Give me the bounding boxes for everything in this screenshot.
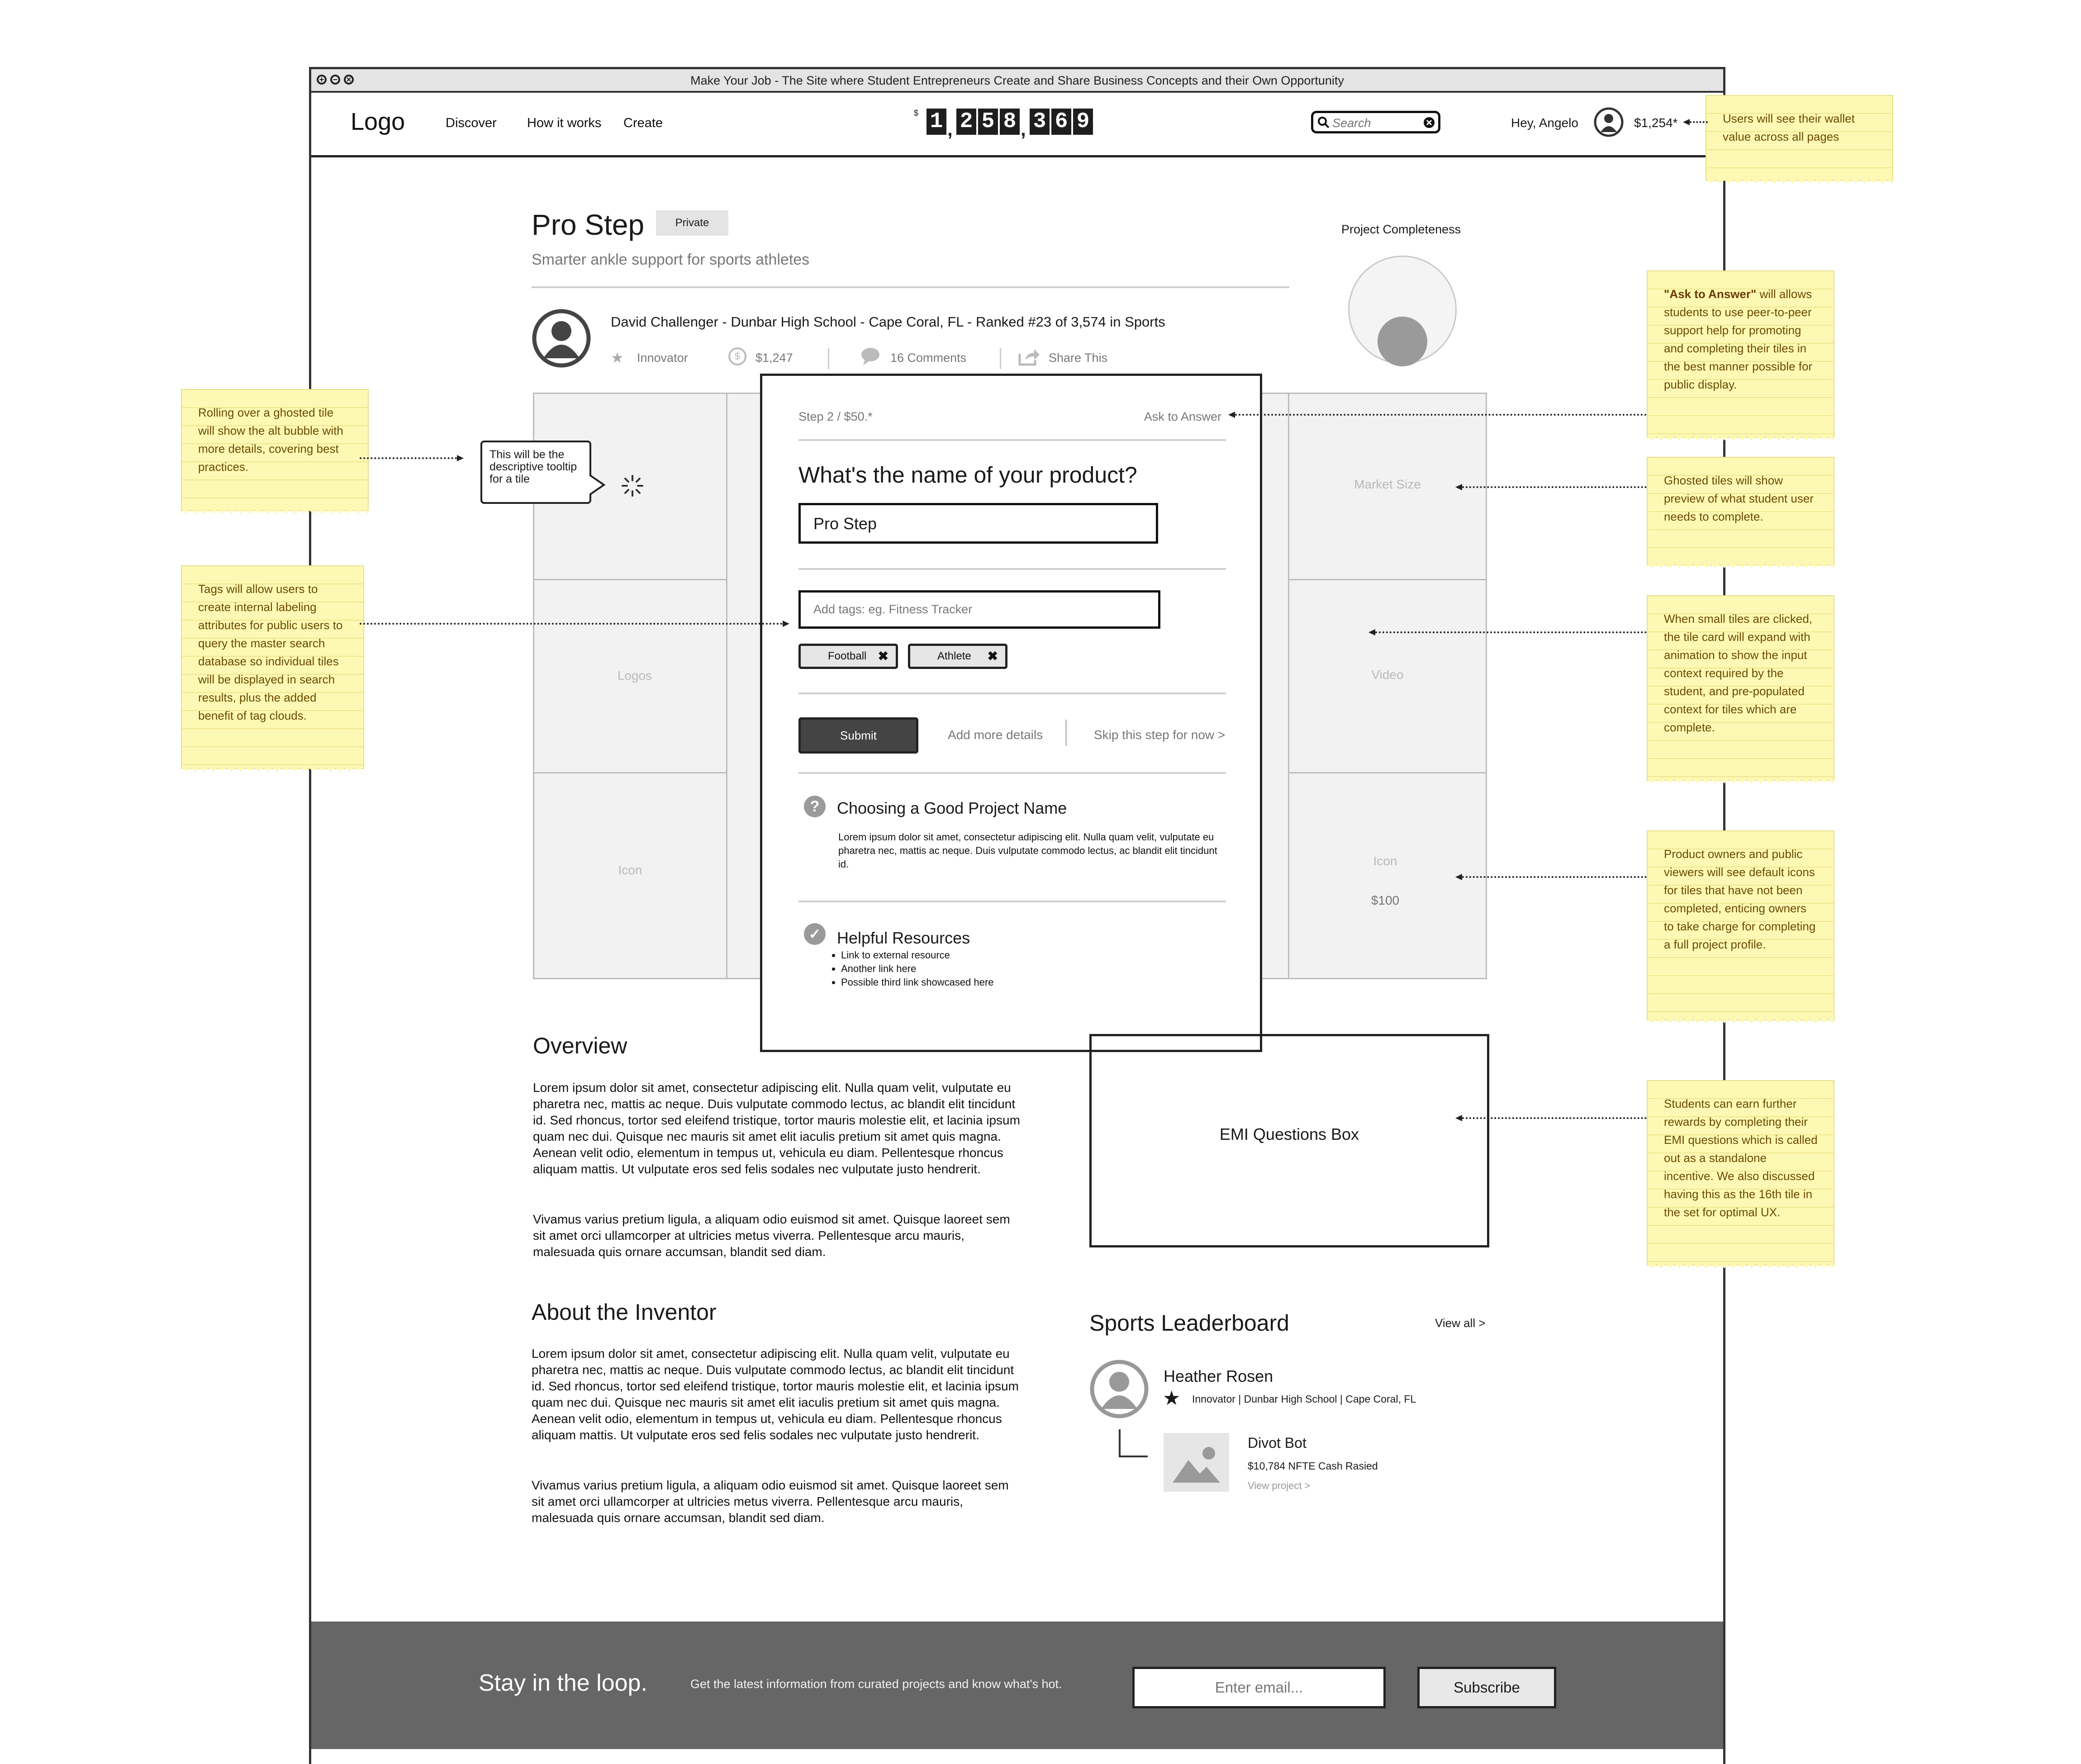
resources-title: Helpful Resources: [837, 929, 970, 947]
star-icon: ★: [611, 350, 624, 366]
close-window-icon[interactable]: +: [317, 75, 327, 85]
subscribe-button[interactable]: Subscribe: [1417, 1667, 1556, 1708]
question-mark-icon: ?: [804, 796, 826, 817]
emi-box-label: EMI Questions Box: [1219, 1125, 1359, 1143]
tag-label: Athlete: [937, 650, 971, 662]
view-project-link[interactable]: View project >: [1248, 1480, 1311, 1491]
arrow-icon: [783, 621, 789, 627]
action-divider: [1065, 720, 1067, 746]
tile-column-partial[interactable]: [726, 393, 762, 979]
email-input[interactable]: [1132, 1667, 1386, 1708]
product-name-field[interactable]: [798, 503, 1158, 544]
overview-title: Overview: [533, 1033, 627, 1058]
user-greeting[interactable]: Hey, Angelo: [1511, 116, 1578, 130]
tile-column-partial[interactable]: [1260, 393, 1289, 979]
note-owners: Product owners and public viewers will see default icons for tiles that have not been completed, enticing owners to take charge for completing a full project profile.: [1647, 830, 1834, 1020]
modal-divider: [798, 772, 1226, 774]
logo[interactable]: Logo: [351, 108, 405, 135]
counter-separator: ,: [1021, 119, 1026, 140]
help-title: Choosing a Good Project Name: [837, 799, 1067, 817]
counter-separator: ,: [947, 119, 953, 140]
window-title: Make Your Job - The Site where Student Entrepreneurs Create and Share Business Concepts and their Own Opportunity: [690, 74, 1344, 87]
maximize-window-icon[interactable]: ×: [344, 75, 354, 85]
arrow-icon: [457, 455, 464, 461]
counter-digit: 3: [1030, 109, 1050, 135]
connector-line: [1690, 121, 1708, 123]
product-name-value: Pro Step: [813, 514, 877, 533]
add-details-link[interactable]: Add more details: [948, 728, 1043, 742]
completeness-indicator: [1378, 317, 1427, 366]
about-title: About the Inventor: [532, 1299, 717, 1325]
submit-button[interactable]: Submit: [798, 717, 918, 754]
share-link[interactable]: Share This: [1049, 351, 1108, 365]
connector-line: [1375, 631, 1647, 633]
project-thumbnail[interactable]: [1164, 1433, 1229, 1492]
about-paragraph: Vivamus varius pretium ligula, a aliquam odio euismod sit amet. Quisque laoreet sem sit amet orci ullamcorper at ultricies metus viverra. Pellentesque arcu mauris, malesuada quis ornare accumsan, blandit sed diam.: [532, 1478, 1009, 1525]
tile-reward: $100: [1371, 893, 1400, 907]
modal-step: Step 2 / $50.*: [798, 410, 873, 423]
connector-line: [1235, 414, 1647, 416]
modal-divider: [798, 568, 1226, 570]
search-input[interactable]: [1331, 116, 1419, 130]
modal-divider: [798, 901, 1226, 902]
arrow-icon: [1683, 119, 1690, 125]
about-paragraph: Lorem ipsum dolor sit amet, consectetur adipiscing elit. Nulla quam velit, vulputate eu pharetra nec, mattis ac neque. Duis vulputate commodo lectus, ac blandit elit tincidunt id. Sed rhoncus, tortor sed eleifend tristique, tortor mauris molestie elit, et lacinia ipsum quam nec dui. Quisque nec mauris sit amet elit iaculis pretium sit amet quis magna. Aenean velit odio, elementum in tempus ut, vehicula eu diam. Pellentesque rhoncus aliquam mattis. Ut vulputate eros sed felis sodales nec vulputate justo hendrerit.: [532, 1347, 1019, 1442]
tag-label: Football: [828, 650, 867, 662]
minimize-window-icon[interactable]: −: [330, 75, 340, 85]
note-ghosted: Ghosted tiles will show preview of what student user needs to complete.: [1647, 457, 1834, 565]
arrow-icon: [1455, 484, 1462, 490]
tag-football[interactable]: [798, 644, 898, 669]
completeness-label: Project Completeness: [1341, 223, 1461, 236]
image-placeholder-icon: [1164, 1433, 1229, 1492]
note-rollover: Rolling over a ghosted tile will show the alt bubble with more details, covering best practices.: [181, 389, 369, 511]
project-title: Pro Step: [532, 209, 645, 241]
leader-project-raised: $10,784 NFTE Cash Rasied: [1248, 1460, 1378, 1472]
help-text: Lorem ipsum dolor sit amet, consectetur adipiscing elit. Nulla quam velit, vulputate eu pharetra nec, mattis ac neque. Duis vulputate commodo lectus, ac blandit elit tincidunt id.: [838, 831, 1217, 870]
private-badge: Private: [656, 210, 728, 236]
nav-how-it-works[interactable]: How it works: [527, 116, 602, 130]
owner-line: David Challenger - Dunbar High School - Cape Coral, FL - Ranked #23 of 3,574 in Sports: [611, 314, 1165, 330]
arrow-icon: [1455, 1115, 1462, 1121]
note-ask-bold: "Ask to Answer": [1664, 287, 1757, 301]
stat-divider: [828, 348, 829, 369]
tile-label-logos: Logos: [617, 669, 652, 683]
tags-placeholder: Add tags: eg. Fitness Tracker: [813, 602, 973, 616]
connector-line: [360, 623, 783, 625]
remove-tag-icon[interactable]: ✖: [987, 649, 998, 663]
connector-line: [1462, 876, 1647, 878]
note-wallet: Users will see their wallet value across all pages: [1706, 95, 1893, 181]
tile-label-icon: Icon: [618, 863, 642, 877]
modal-divider: [798, 439, 1226, 441]
leader-meta: Innovator | Dunbar High School | Cape Coral, FL: [1192, 1393, 1416, 1405]
title-divider: [532, 286, 1289, 288]
wallet-value[interactable]: $1,254*: [1634, 116, 1678, 130]
tree-connector: [1119, 1429, 1148, 1457]
star-icon: ★: [1163, 1387, 1181, 1409]
note-small-tiles: When small tiles are clicked, the tile card will expand with animation to show the input context required by the student, and pre-populated context for tiles which are complete.: [1647, 595, 1834, 781]
resource-link[interactable]: • Link to external resource: [841, 948, 994, 962]
counter-digit: 9: [1073, 109, 1093, 135]
counter-digit: 5: [978, 109, 998, 135]
tile-label-market-size: Market Size: [1354, 477, 1421, 491]
connector-line: [1462, 486, 1647, 488]
note-emi: Students can earn further rewards by completing their EMI questions which is called out as a standalone incentive. We also discussed having this as the 16th tile in the set for optimal UX.: [1647, 1080, 1834, 1266]
leaderboard-title: Sports Leaderboard: [1089, 1310, 1289, 1336]
share-icon: [1018, 347, 1040, 366]
coin-icon: $: [728, 347, 746, 365]
comments-count[interactable]: 16 Comments: [890, 351, 967, 365]
footer-title: Stay in the loop.: [479, 1670, 647, 1696]
nav-create[interactable]: Create: [623, 116, 663, 130]
leader-project-name[interactable]: Divot Bot: [1248, 1435, 1307, 1451]
counter-digit: 2: [956, 109, 976, 135]
resource-link[interactable]: • Possible third link showcased here: [841, 976, 994, 989]
overview-paragraph: Vivamus varius pretium ligula, a aliquam odio euismod sit amet. Quisque laoreet sem sit amet orci ullamcorper at ultricies metus viverra. Pellentesque arcu mauris, malesuada quis ornare accumsan, blandit sed diam.: [533, 1212, 1010, 1259]
tooltip-pointer: [589, 474, 606, 496]
search-icon: [1317, 116, 1330, 129]
connector-line: [1462, 1117, 1647, 1119]
counter-digit: 6: [1051, 109, 1071, 135]
ask-to-answer-link[interactable]: Ask to Answer: [1144, 410, 1221, 423]
leader-avatar-icon[interactable]: [1089, 1359, 1149, 1419]
modal-question: What's the name of your product?: [798, 462, 1137, 488]
resource-link[interactable]: • Another link here: [841, 962, 994, 976]
loading-spinner-icon: [621, 474, 644, 498]
counter-currency: $: [914, 109, 919, 118]
title-bar: [311, 69, 1723, 93]
remove-tag-icon[interactable]: ✖: [878, 649, 888, 663]
checkmark-icon: ✓: [804, 923, 826, 945]
connector-line: [360, 457, 457, 459]
tags-field[interactable]: [798, 590, 1160, 629]
overview-paragraph: Lorem ipsum dolor sit amet, consectetur adipiscing elit. Nulla quam velit, vulputate eu pharetra nec, mattis ac neque. Duis vulputate commodo lectus, ac blandit elit tincidunt id. Sed rhoncus, tortor sed eleifend tristique, tortor mauris molestie elit, et lacinia ipsum quam nec dui. Quisque nec mauris sit amet elit iaculis pretium sit amet quis magna. Aenean velit odio, elementum in tempus ut, vehicula eu diam. Pellentesque rhoncus aliquam mattis. Ut vulputate eros sed felis sodales nec vulputate justo hendrerit.: [533, 1081, 1020, 1176]
nav-discover[interactable]: Discover: [446, 116, 497, 130]
tile-tooltip: This will be the descriptive tooltip for a tile: [480, 441, 591, 504]
tile-label-video: Video: [1371, 668, 1404, 682]
arrow-icon: [1455, 874, 1462, 880]
note-ask-to-answer: [1647, 270, 1834, 438]
leader-name[interactable]: Heather Rosen: [1164, 1367, 1273, 1385]
owner-avatar-icon[interactable]: [532, 308, 591, 368]
tile-card-modal: [760, 374, 1262, 1052]
modal-divider: [798, 692, 1226, 694]
note-ask-rest: will allows students to use peer-to-peer support help for promoting and completing their tiles in the best manner possible for public display.: [1664, 287, 1813, 391]
header-divider: [311, 155, 1723, 157]
counter-digit: 1: [926, 109, 946, 135]
counter-digit: 8: [1000, 109, 1020, 135]
tile-label-icon-right: Icon: [1373, 854, 1397, 868]
comments-icon: [860, 346, 883, 366]
resources-list: [826, 948, 994, 989]
footer-text: Get the latest information from curated projects and know what's hot.: [690, 1677, 1062, 1691]
search-box[interactable]: [1311, 111, 1440, 133]
emi-questions-box[interactable]: [1089, 1034, 1489, 1247]
user-avatar-icon[interactable]: [1593, 107, 1624, 138]
stat-divider: [1000, 348, 1001, 369]
clear-search-icon[interactable]: [1423, 116, 1435, 129]
project-subtitle: Smarter ankle support for sports athletes: [532, 251, 810, 268]
owner-amount: $1,247: [755, 351, 793, 365]
skip-step-link[interactable]: Skip this step for now >: [1094, 728, 1226, 742]
view-all-link[interactable]: View all >: [1435, 1316, 1486, 1330]
note-tags: Tags will allow users to create internal labeling attributes for public users to query the master search database so individual tiles will be displayed in search results, plus the added benefit of tag clouds.: [181, 565, 364, 769]
tag-athlete[interactable]: [908, 644, 1007, 669]
arrow-icon: [1228, 412, 1235, 418]
arrow-icon: [1368, 629, 1375, 635]
owner-role: Innovator: [637, 351, 688, 365]
